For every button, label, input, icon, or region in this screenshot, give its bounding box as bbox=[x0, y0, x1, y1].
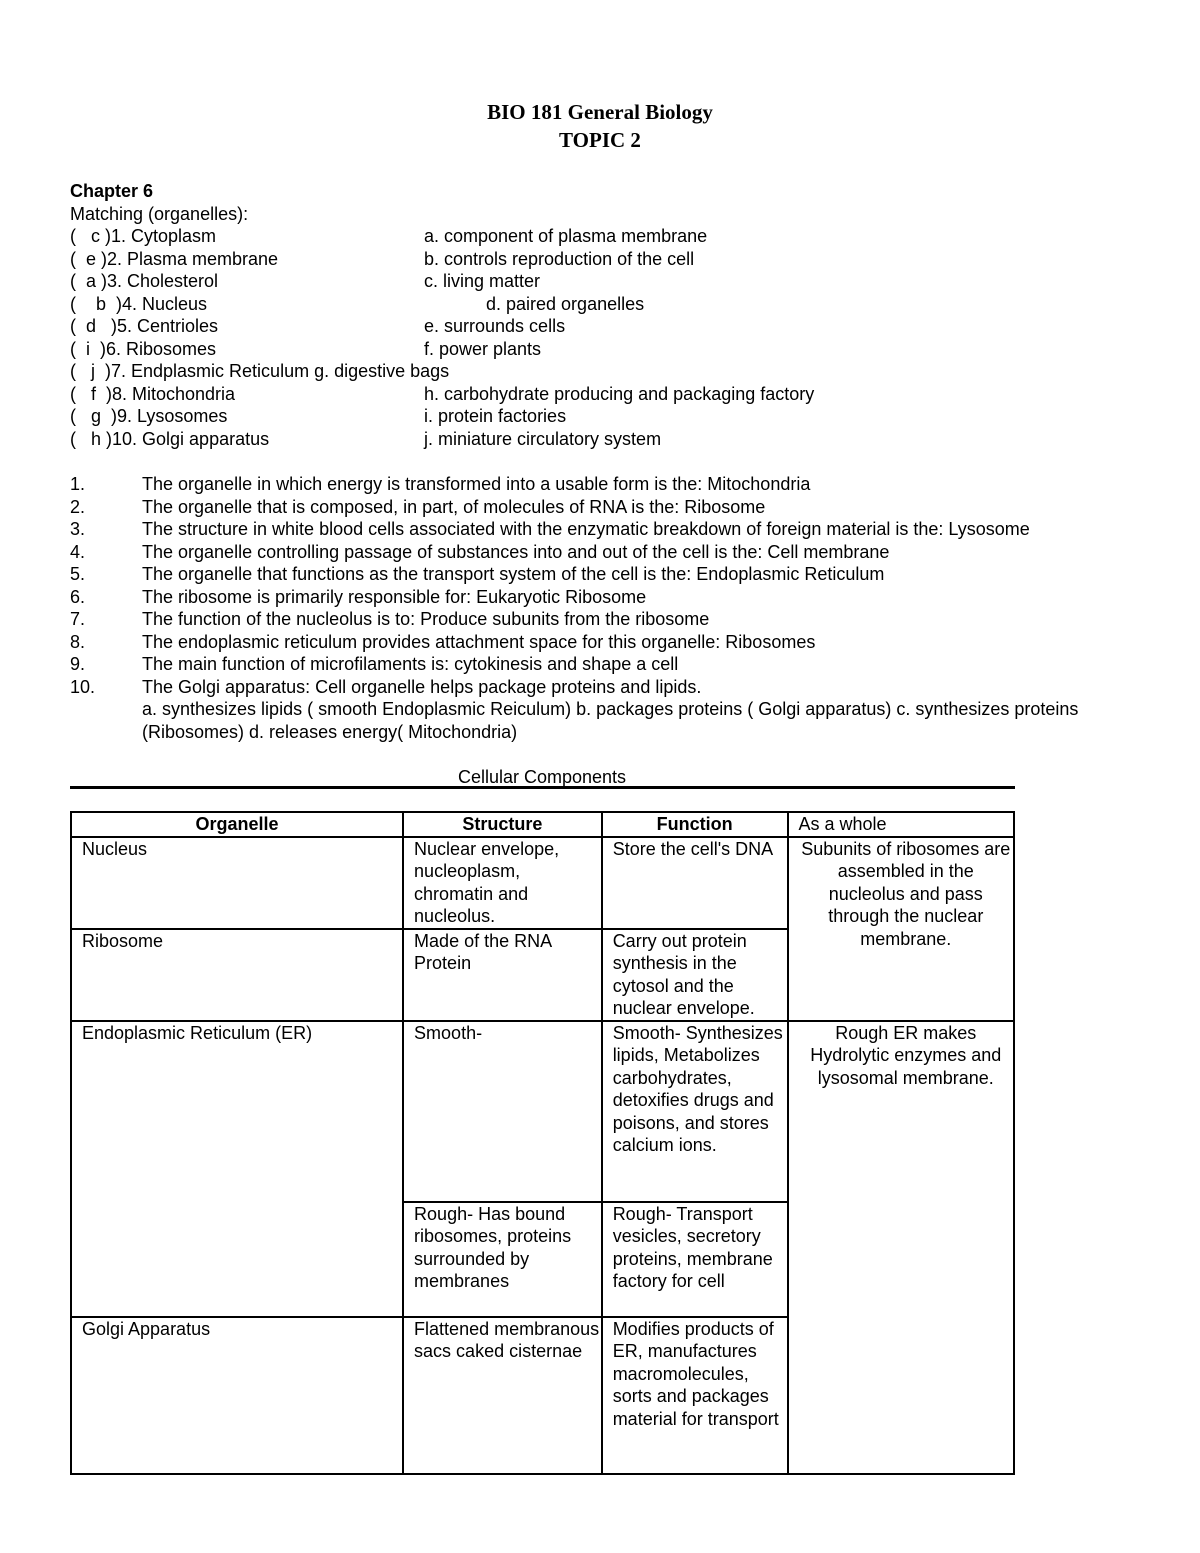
matching-left: ( i )6. Ribosomes bbox=[70, 338, 217, 359]
question-number: 3. bbox=[70, 519, 86, 539]
question-number: 8. bbox=[70, 631, 86, 652]
function-er-smooth: Smooth- Synthesizes lipids, Metabolizes carbohydrates, detoxifies drugs and poisons, and stores calcium ions. bbox=[602, 1021, 788, 1202]
question-item bbox=[70, 496, 1130, 519]
table-row bbox=[71, 1021, 1014, 1202]
structure-er-smooth: Smooth- bbox=[403, 1021, 602, 1202]
function-nucleus: Store the cell's DNA bbox=[602, 837, 788, 929]
matching-right: c. living matter bbox=[424, 271, 541, 291]
question-number: 2. bbox=[70, 496, 86, 517]
matching-heading: Matching (organelles): bbox=[70, 204, 249, 224]
matching-list bbox=[70, 225, 1070, 450]
question-item bbox=[70, 473, 1130, 496]
organelle-nucleus: Nucleus bbox=[71, 837, 403, 929]
question-number: 9. bbox=[70, 654, 86, 674]
matching-row bbox=[70, 225, 1070, 248]
question-options bbox=[70, 698, 1130, 743]
matching-right: h. carbohydrate producing and packaging factory bbox=[424, 383, 815, 404]
structure-ribosome: Made of the RNA Protein bbox=[403, 929, 602, 1021]
matching-left: ( a )3. Cholesterol bbox=[70, 271, 219, 291]
table-header-row bbox=[71, 812, 1014, 837]
matching-row bbox=[70, 383, 1070, 406]
matching-row bbox=[70, 338, 1070, 361]
matching-right: d. paired organelles bbox=[486, 293, 645, 314]
matching-left: ( b )4. Nucleus bbox=[70, 293, 208, 314]
question-number: 6. bbox=[70, 586, 86, 607]
matching-row bbox=[70, 360, 1070, 383]
document-title: BIO 181 General Biology bbox=[487, 100, 713, 124]
matching-right: g. digestive bags bbox=[314, 361, 450, 381]
matching-right: b. controls reproduction of the cell bbox=[424, 248, 695, 269]
question-text: The structure in white blood cells associated with the enzymatic breakdown of foreign material is the: Lysosome bbox=[142, 519, 1030, 539]
header-organelle: Organelle bbox=[71, 812, 403, 837]
organelle-golgi: Golgi Apparatus bbox=[71, 1317, 403, 1474]
question-text: The function of the nucleolus is to: Produce subunits from the ribosome bbox=[142, 609, 710, 629]
question-item bbox=[70, 653, 1130, 676]
question-number: 7. bbox=[70, 609, 86, 629]
question-item bbox=[70, 563, 1130, 586]
question-text: The endoplasmic reticulum provides attachment space for this organelle: Ribosomes bbox=[142, 631, 816, 652]
header-structure: Structure bbox=[403, 812, 602, 837]
matching-row bbox=[70, 405, 1070, 428]
table-row bbox=[71, 837, 1014, 929]
question-item bbox=[70, 608, 1130, 631]
matching-right: a. component of plasma membrane bbox=[424, 226, 708, 246]
matching-right: j. miniature circulatory system bbox=[424, 428, 662, 449]
organelle-er: Endoplasmic Reticulum (ER) bbox=[71, 1021, 403, 1317]
question-text: The main function of microfilaments is: cytokinesis and shape a cell bbox=[142, 654, 679, 674]
matching-left: ( f )8. Mitochondria bbox=[70, 383, 236, 404]
section-divider bbox=[70, 786, 1015, 789]
question-number: 5. bbox=[70, 564, 86, 584]
question-text: The organelle that functions as the transport system of the cell is the: Endoplasmic Reticulum bbox=[142, 564, 885, 584]
question-item bbox=[70, 541, 1130, 564]
question-number: 1. bbox=[70, 474, 86, 494]
question-options-text: a. synthesizes lipids ( smooth Endoplasmic Reiculum) b. packages proteins ( Golgi apparatus) c. synthesizes proteins (Ribosomes) d. releases energy( Mitochondria) bbox=[142, 699, 1079, 742]
matching-left: ( c )1. Cytoplasm bbox=[70, 226, 217, 246]
matching-row bbox=[70, 315, 1070, 338]
whole-er-golgi: Rough ER makes Hydrolytic enzymes and lysosomal membrane. bbox=[788, 1021, 1014, 1474]
matching-left: ( h )10. Golgi apparatus bbox=[70, 428, 270, 449]
matching-right: i. protein factories bbox=[424, 406, 567, 426]
chapter-heading: Chapter 6 bbox=[70, 181, 154, 201]
whole-nucleus-ribosome: Subunits of ribosomes are assembled in the nucleolus and pass through the nuclear membrane. bbox=[788, 837, 1014, 1021]
function-er-rough: Rough- Transport vesicles, secretory proteins, membrane factory for cell bbox=[602, 1202, 788, 1317]
structure-golgi: Flattened membranous sacs caked cisternae bbox=[403, 1317, 602, 1474]
function-ribosome: Carry out protein synthesis in the cytosol and the nuclear envelope. bbox=[602, 929, 788, 1021]
matching-row bbox=[70, 428, 1070, 451]
matching-left: ( d )5. Centrioles bbox=[70, 316, 219, 336]
matching-row bbox=[70, 270, 1070, 293]
question-number: 10. bbox=[70, 676, 96, 697]
question-item bbox=[70, 518, 1130, 541]
matching-row bbox=[70, 293, 1070, 316]
header-as-a-whole: As a whole bbox=[788, 812, 1014, 837]
function-golgi: Modifies products of ER, manufactures macromolecules, sorts and packages material for transport bbox=[602, 1317, 788, 1474]
matching-right: e. surrounds cells bbox=[424, 316, 566, 336]
question-number: 4. bbox=[70, 541, 86, 562]
question-text: The organelle controlling passage of substances into and out of the cell is the: Cell membrane bbox=[142, 541, 890, 562]
header-function: Function bbox=[602, 812, 788, 837]
matching-row bbox=[70, 248, 1070, 271]
matching-left: ( g )9. Lysosomes bbox=[70, 406, 228, 426]
question-item bbox=[70, 586, 1130, 609]
question-item bbox=[70, 676, 1130, 699]
structure-nucleus: Nuclear envelope, nucleoplasm, chromatin and nucleolus. bbox=[403, 837, 602, 929]
document-subtitle: TOPIC 2 bbox=[559, 128, 641, 152]
question-item bbox=[70, 631, 1130, 654]
cellular-components-table bbox=[70, 811, 1015, 1475]
matching-right: f. power plants bbox=[424, 338, 542, 359]
structure-er-rough: Rough- Has bound ribosomes, proteins surrounded by membranes bbox=[403, 1202, 602, 1317]
question-text: The organelle that is composed, in part, of molecules of RNA is the: Ribosome bbox=[142, 496, 766, 517]
organelle-ribosome: Ribosome bbox=[71, 929, 403, 1021]
question-text: The Golgi apparatus: Cell organelle helps package proteins and lipids. bbox=[142, 676, 702, 697]
question-text: The organelle in which energy is transformed into a usable form is the: Mitochondria bbox=[142, 474, 811, 494]
section-title: Cellular Components bbox=[457, 767, 627, 787]
question-text: The ribosome is primarily responsible for: Eukaryotic Ribosome bbox=[142, 586, 647, 607]
question-list bbox=[70, 473, 1130, 743]
matching-left: ( j )7. Endplasmic Reticulum bbox=[70, 361, 310, 381]
matching-left: ( e )2. Plasma membrane bbox=[70, 248, 279, 269]
